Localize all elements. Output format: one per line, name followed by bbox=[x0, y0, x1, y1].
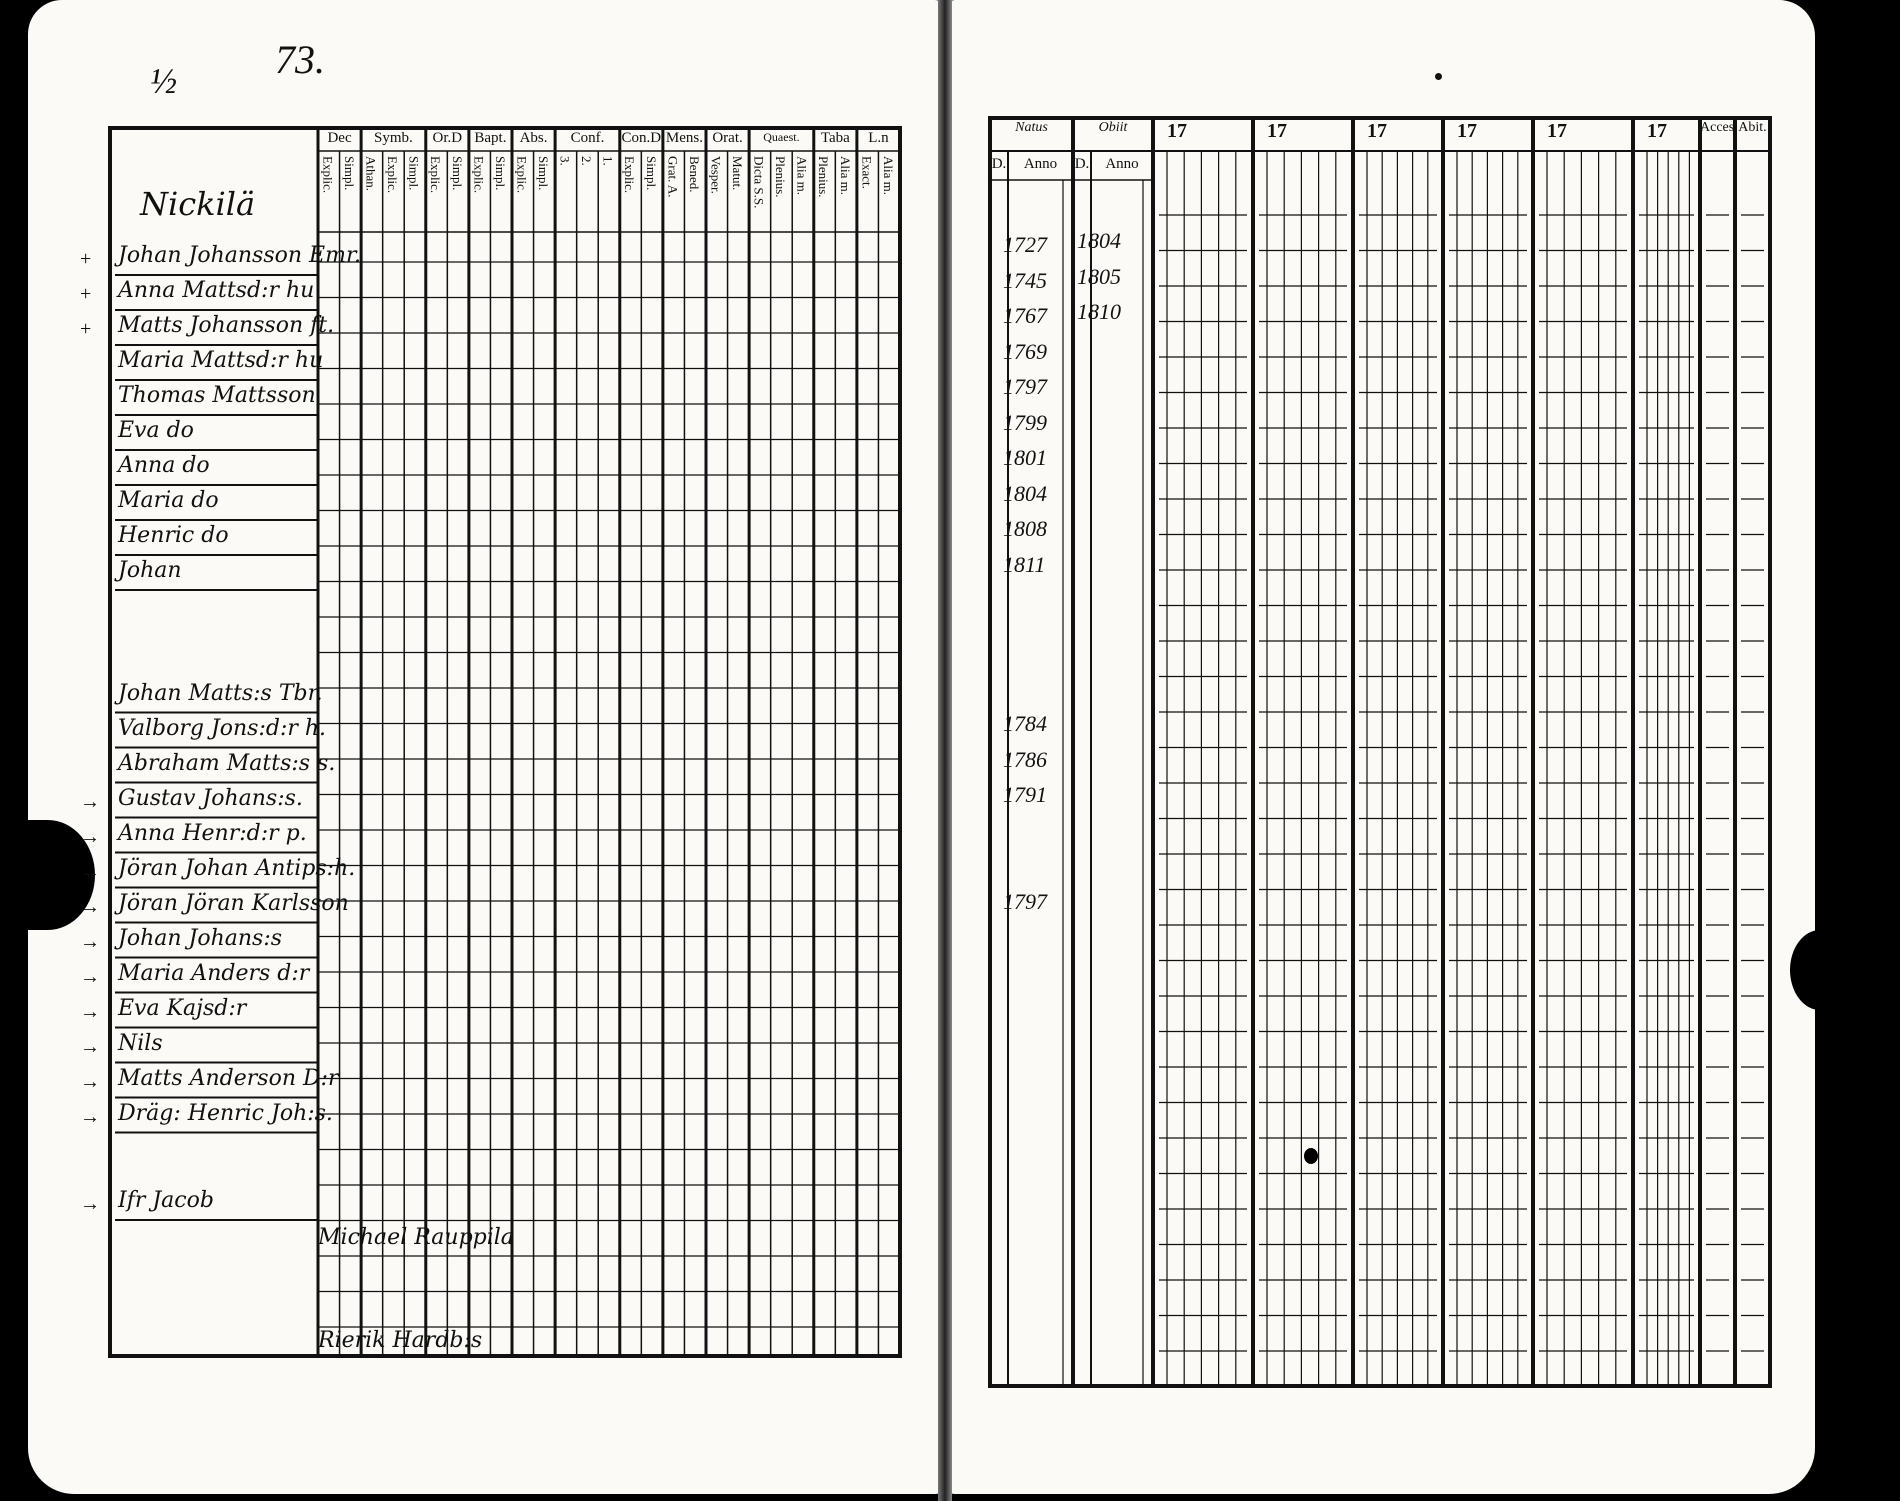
birth-year: 1745 bbox=[1003, 267, 1047, 293]
column-sub-header: Explic. bbox=[385, 156, 401, 194]
column-sub-header: Alia m. bbox=[880, 156, 896, 195]
column-group-header: 17 bbox=[1167, 120, 1187, 142]
column-sub-header: Simpl. bbox=[341, 156, 357, 191]
column-group-header: Symb. bbox=[374, 130, 413, 146]
column-sub-header: Anno bbox=[1105, 156, 1139, 172]
margin-arrow-mark: + bbox=[80, 318, 92, 340]
column-sub-header: Explic. bbox=[471, 156, 487, 194]
column-group-header: 17 bbox=[1367, 120, 1387, 142]
column-sub-header: Matut. bbox=[729, 156, 745, 191]
column-sub-header: 1. bbox=[600, 156, 616, 166]
column-sub-header: Explic. bbox=[514, 156, 530, 194]
column-group-header: L.n bbox=[868, 130, 889, 146]
birth-year: 1791 bbox=[1003, 782, 1047, 808]
column-group-header: Con.D bbox=[621, 130, 662, 146]
resident-name: Abraham Matts:s s. bbox=[118, 750, 336, 776]
resident-name: Johan Johans:s bbox=[118, 925, 283, 951]
resident-name: Maria Anders d:r bbox=[118, 960, 310, 986]
column-sub-header: 3. bbox=[557, 156, 573, 166]
column-sub-header: Plenius. bbox=[773, 156, 789, 198]
page-number: 73. bbox=[275, 37, 325, 82]
birth-year: 1786 bbox=[1003, 746, 1047, 772]
column-group-header: Natus bbox=[1015, 120, 1048, 135]
birth-year: 1808 bbox=[1003, 516, 1047, 541]
resident-name: Ifr Jacob bbox=[118, 1188, 214, 1213]
column-sub-header: Athan. bbox=[363, 156, 379, 192]
column-sub-header: Simpl. bbox=[492, 156, 508, 191]
column-sub-header: Explic. bbox=[428, 156, 444, 194]
birth-year: 1811 bbox=[1003, 551, 1046, 577]
resident-name: Dräg: Henric Joh:s. bbox=[118, 1100, 333, 1126]
resident-name: Johan Matts:s Tbr. bbox=[118, 680, 323, 706]
resident-name: Valborg Jons:d:r h. bbox=[118, 715, 327, 741]
birth-year: 1784 bbox=[1003, 711, 1047, 737]
resident-name: Matts Anderson D:r bbox=[118, 1065, 339, 1091]
margin-arrow-mark: + bbox=[80, 248, 92, 270]
margin-arrow-mark: → bbox=[80, 1035, 100, 1058]
column-sub-header: Exact. bbox=[859, 156, 875, 189]
column-group-header: 17 bbox=[1457, 120, 1477, 142]
column-sub-header: Bened. bbox=[686, 156, 702, 193]
margin-arrow-mark: → bbox=[80, 930, 100, 953]
resident-name: Johan Johansson Emr. bbox=[118, 243, 362, 268]
margin-arrow-mark: → bbox=[80, 1000, 100, 1023]
column-sub-header: Explic. bbox=[320, 156, 336, 194]
note-hardb: Rierik Hardb:s bbox=[318, 1328, 483, 1353]
margin-arrow-mark: → bbox=[80, 1105, 100, 1128]
column-group-header: Conf. bbox=[570, 130, 605, 146]
birth-year: 1799 bbox=[1003, 409, 1047, 435]
column-sub-header: Vesper. bbox=[708, 156, 724, 194]
column-group-header: Abit. bbox=[1738, 120, 1767, 135]
column-sub-header: D. bbox=[991, 156, 1007, 172]
column-sub-header: Explic. bbox=[622, 156, 638, 194]
death-year: 1805 bbox=[1077, 263, 1121, 289]
column-group-header: Taba bbox=[820, 130, 850, 146]
column-group-header: Dec bbox=[327, 130, 352, 146]
column-sub-header: Simpl. bbox=[643, 156, 659, 191]
margin-arrow-mark: → bbox=[80, 825, 100, 848]
column-sub-header: Plenius. bbox=[816, 156, 832, 198]
margin-arrow-mark: → bbox=[80, 1070, 100, 1093]
column-sub-header: Anno bbox=[1023, 156, 1058, 172]
resident-name: Anna Henr:d:r p. bbox=[118, 820, 307, 846]
column-group-header: 17 bbox=[1647, 120, 1667, 142]
resident-name: Eva do bbox=[118, 418, 194, 443]
column-sub-header: D. bbox=[1074, 156, 1090, 172]
column-group-header: Bapt. bbox=[474, 130, 507, 146]
resident-name: Jöran Jöran Karlsson bbox=[118, 890, 349, 916]
column-group-header: Quaest. bbox=[763, 130, 800, 144]
resident-name: Maria do bbox=[118, 488, 219, 513]
birth-year: 1804 bbox=[1003, 480, 1047, 506]
column-sub-header: 2. bbox=[579, 156, 595, 166]
resident-name: Nils bbox=[118, 1030, 163, 1056]
village-name: Nickilä bbox=[140, 185, 256, 223]
resident-name: Maria Mattsd:r hu bbox=[118, 348, 324, 373]
resident-name: Johan bbox=[118, 558, 182, 583]
note-michael: Michael Rauppila bbox=[318, 1225, 514, 1250]
resident-name: Anna do bbox=[118, 453, 210, 478]
death-year: 1810 bbox=[1077, 299, 1121, 324]
column-group-header: Abs. bbox=[519, 130, 548, 146]
column-group-header: 17 bbox=[1267, 120, 1287, 142]
column-group-header: Orat. bbox=[712, 130, 743, 146]
death-year: 1804 bbox=[1077, 228, 1121, 253]
column-group-header: Acces. bbox=[1700, 120, 1738, 135]
resident-name: Gustav Johans:s. bbox=[118, 785, 303, 811]
resident-name: Anna Mattsd:r hu bbox=[118, 278, 315, 303]
column-sub-header: Alia m. bbox=[837, 156, 853, 195]
resident-name: Matts Johansson ft. bbox=[118, 313, 335, 338]
column-group-header: Obiit bbox=[1098, 120, 1128, 135]
resident-name: Jöran Johan Antips:h. bbox=[118, 855, 356, 881]
column-group-header: Or.D bbox=[432, 130, 463, 146]
margin-arrow-mark: → bbox=[80, 1193, 100, 1215]
birth-year: 1801 bbox=[1003, 445, 1047, 470]
margin-arrow-mark: → bbox=[80, 860, 100, 883]
margin-arrow-mark: → bbox=[80, 790, 100, 813]
column-sub-header: Alia m. bbox=[794, 156, 810, 195]
birth-year: 1797 bbox=[1003, 888, 1047, 914]
column-sub-header: Simpl. bbox=[406, 156, 422, 191]
birth-year: 1769 bbox=[1003, 338, 1047, 364]
column-sub-header: Dicta S.S. bbox=[751, 156, 767, 209]
margin-arrow-mark: + bbox=[80, 283, 92, 305]
column-sub-header: Simpl. bbox=[449, 156, 465, 191]
column-group-header: 17 bbox=[1547, 120, 1567, 142]
column-sub-header: Simpl. bbox=[535, 156, 551, 191]
corner-mark: ½ bbox=[150, 61, 177, 101]
resident-name: Eva Kajsd:r bbox=[118, 995, 247, 1021]
birth-year: 1727 bbox=[1003, 232, 1047, 257]
birth-year: 1767 bbox=[1003, 303, 1047, 328]
margin-arrow-mark: → bbox=[80, 895, 100, 918]
column-group-header: Mens. bbox=[665, 130, 703, 146]
resident-name: Henric do bbox=[118, 523, 229, 548]
column-sub-header: Grat. A. bbox=[665, 156, 681, 198]
margin-arrow-mark: → bbox=[80, 965, 100, 988]
birth-year: 1797 bbox=[1003, 374, 1047, 399]
resident-name: Thomas Mattsson bbox=[118, 383, 316, 408]
